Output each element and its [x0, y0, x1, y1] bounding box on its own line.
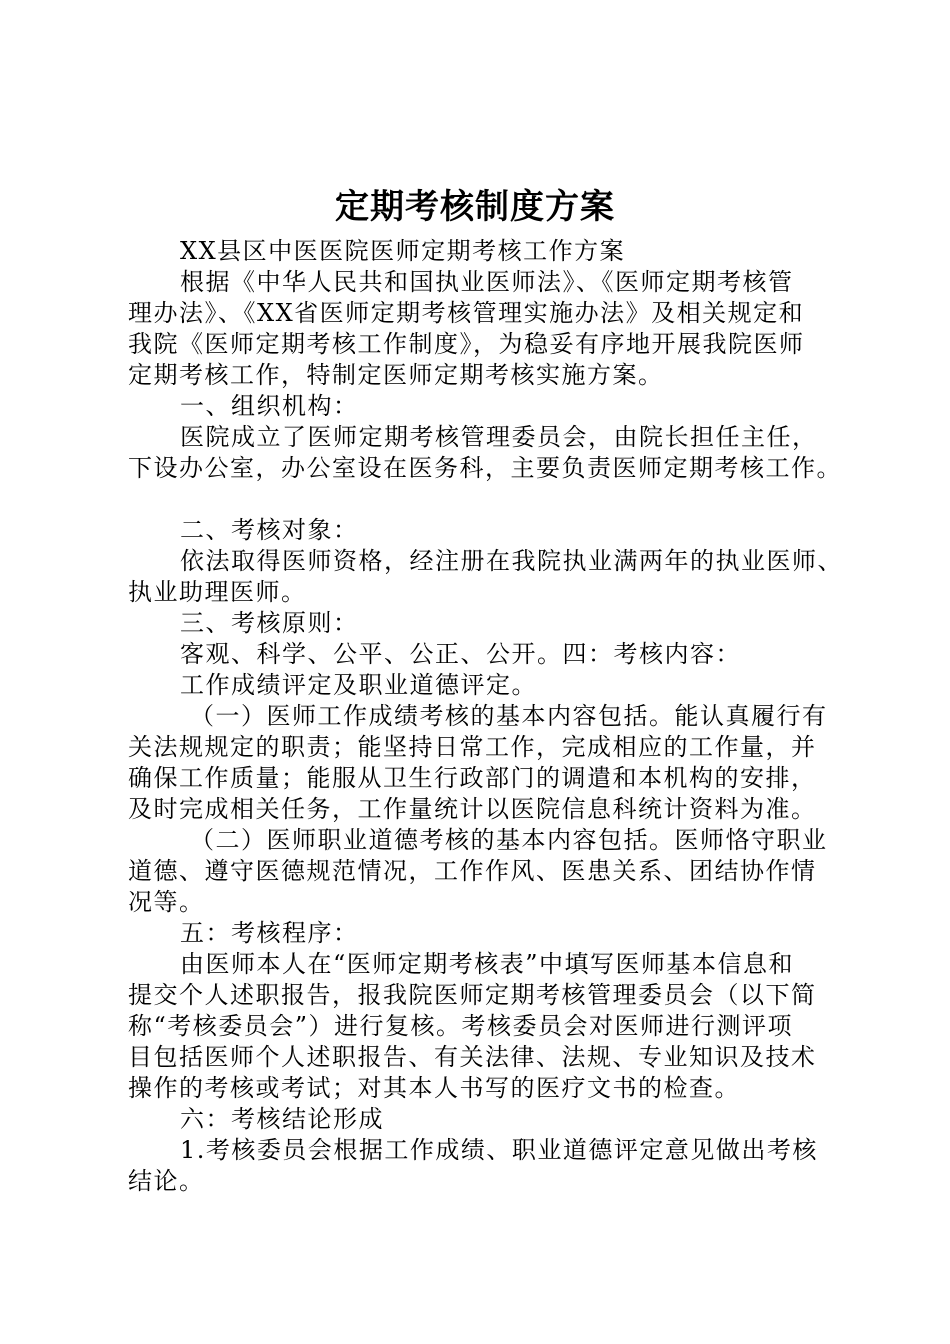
document-line: 下设办公室，办公室设在医务科，主要负责医师定期考核工作。: [128, 454, 842, 482]
document-line: 称“考核委员会”）进行复核。考核委员会对医师进行测评项: [128, 1012, 794, 1040]
document-line: 我院《医师定期考核工作制度》，为稳妥有序地开展我院医师: [128, 330, 805, 358]
document-line: 根据《中华人民共和国执业医师法》、《医师定期考核管: [180, 268, 794, 296]
section-heading: 六：考核结论形成: [180, 1105, 384, 1133]
document-line: 道德、遵守医德规范情况，工作作风、医患关系、团结协作情: [128, 857, 817, 885]
document-line: 确保工作质量；能服从卫生行政部门的调遣和本机构的安排，: [128, 764, 817, 792]
document-line: XX县区中医医院医师定期考核工作方案: [180, 237, 626, 265]
section-heading: 三、考核原则：: [180, 609, 359, 637]
document-line: 工作成绩评定及职业道德评定。: [180, 671, 537, 699]
document-line: 操作的考核或考试；对其本人书写的医疗文书的检查。: [128, 1074, 740, 1102]
section-heading: 二、考核对象：: [180, 516, 359, 544]
document-line: 目包括医师个人述职报告、有关法律、法规、专业知识及技术: [128, 1043, 817, 1071]
document-line: （一）医师工作成绩考核的基本内容包括。能认真履行有: [190, 702, 828, 730]
document-title: 定期考核制度方案: [335, 187, 615, 227]
document-line: 1.考核委员会根据工作成绩、职业道德评定意见做出考核: [180, 1136, 818, 1164]
document-line: 况等。: [128, 888, 205, 916]
document-line: 及时完成相关任务，工作量统计以医院信息科统计资料为准。: [128, 795, 817, 823]
document-line: 结论。: [128, 1167, 205, 1195]
document-line: 执业助理医师。: [128, 578, 307, 606]
document-line: 客观、科学、公平、公正、公开。四：考核内容：: [180, 640, 741, 668]
document-line: 理办法》、《XX省医师定期考核管理实施办法》及相关规定和: [128, 299, 805, 327]
document-line: （二）医师职业道德考核的基本内容包括。医师恪守职业: [190, 826, 828, 854]
document-line: 医院成立了医师定期考核管理委员会，由院长担任主任，: [180, 423, 818, 451]
section-heading: 五：考核程序：: [180, 919, 359, 947]
document-body: [128, 236, 843, 1197]
blank-line: [128, 484, 840, 515]
document-line: 关法规规定的职责；能坚持日常工作，完成相应的工作量，并: [128, 733, 817, 761]
document-line: 提交个人述职报告，报我院医师定期考核管理委员会（以下简: [128, 981, 817, 1009]
section-heading: 一、组织机构：: [180, 392, 359, 420]
document-line: 由医师本人在“医师定期考核表”中填写医师基本信息和: [180, 950, 795, 978]
document-line: 依法取得医师资格，经注册在我院执业满两年的执业医师、: [180, 547, 843, 575]
document-line: 定期考核工作，特制定医师定期考核实施方案。: [128, 361, 664, 389]
